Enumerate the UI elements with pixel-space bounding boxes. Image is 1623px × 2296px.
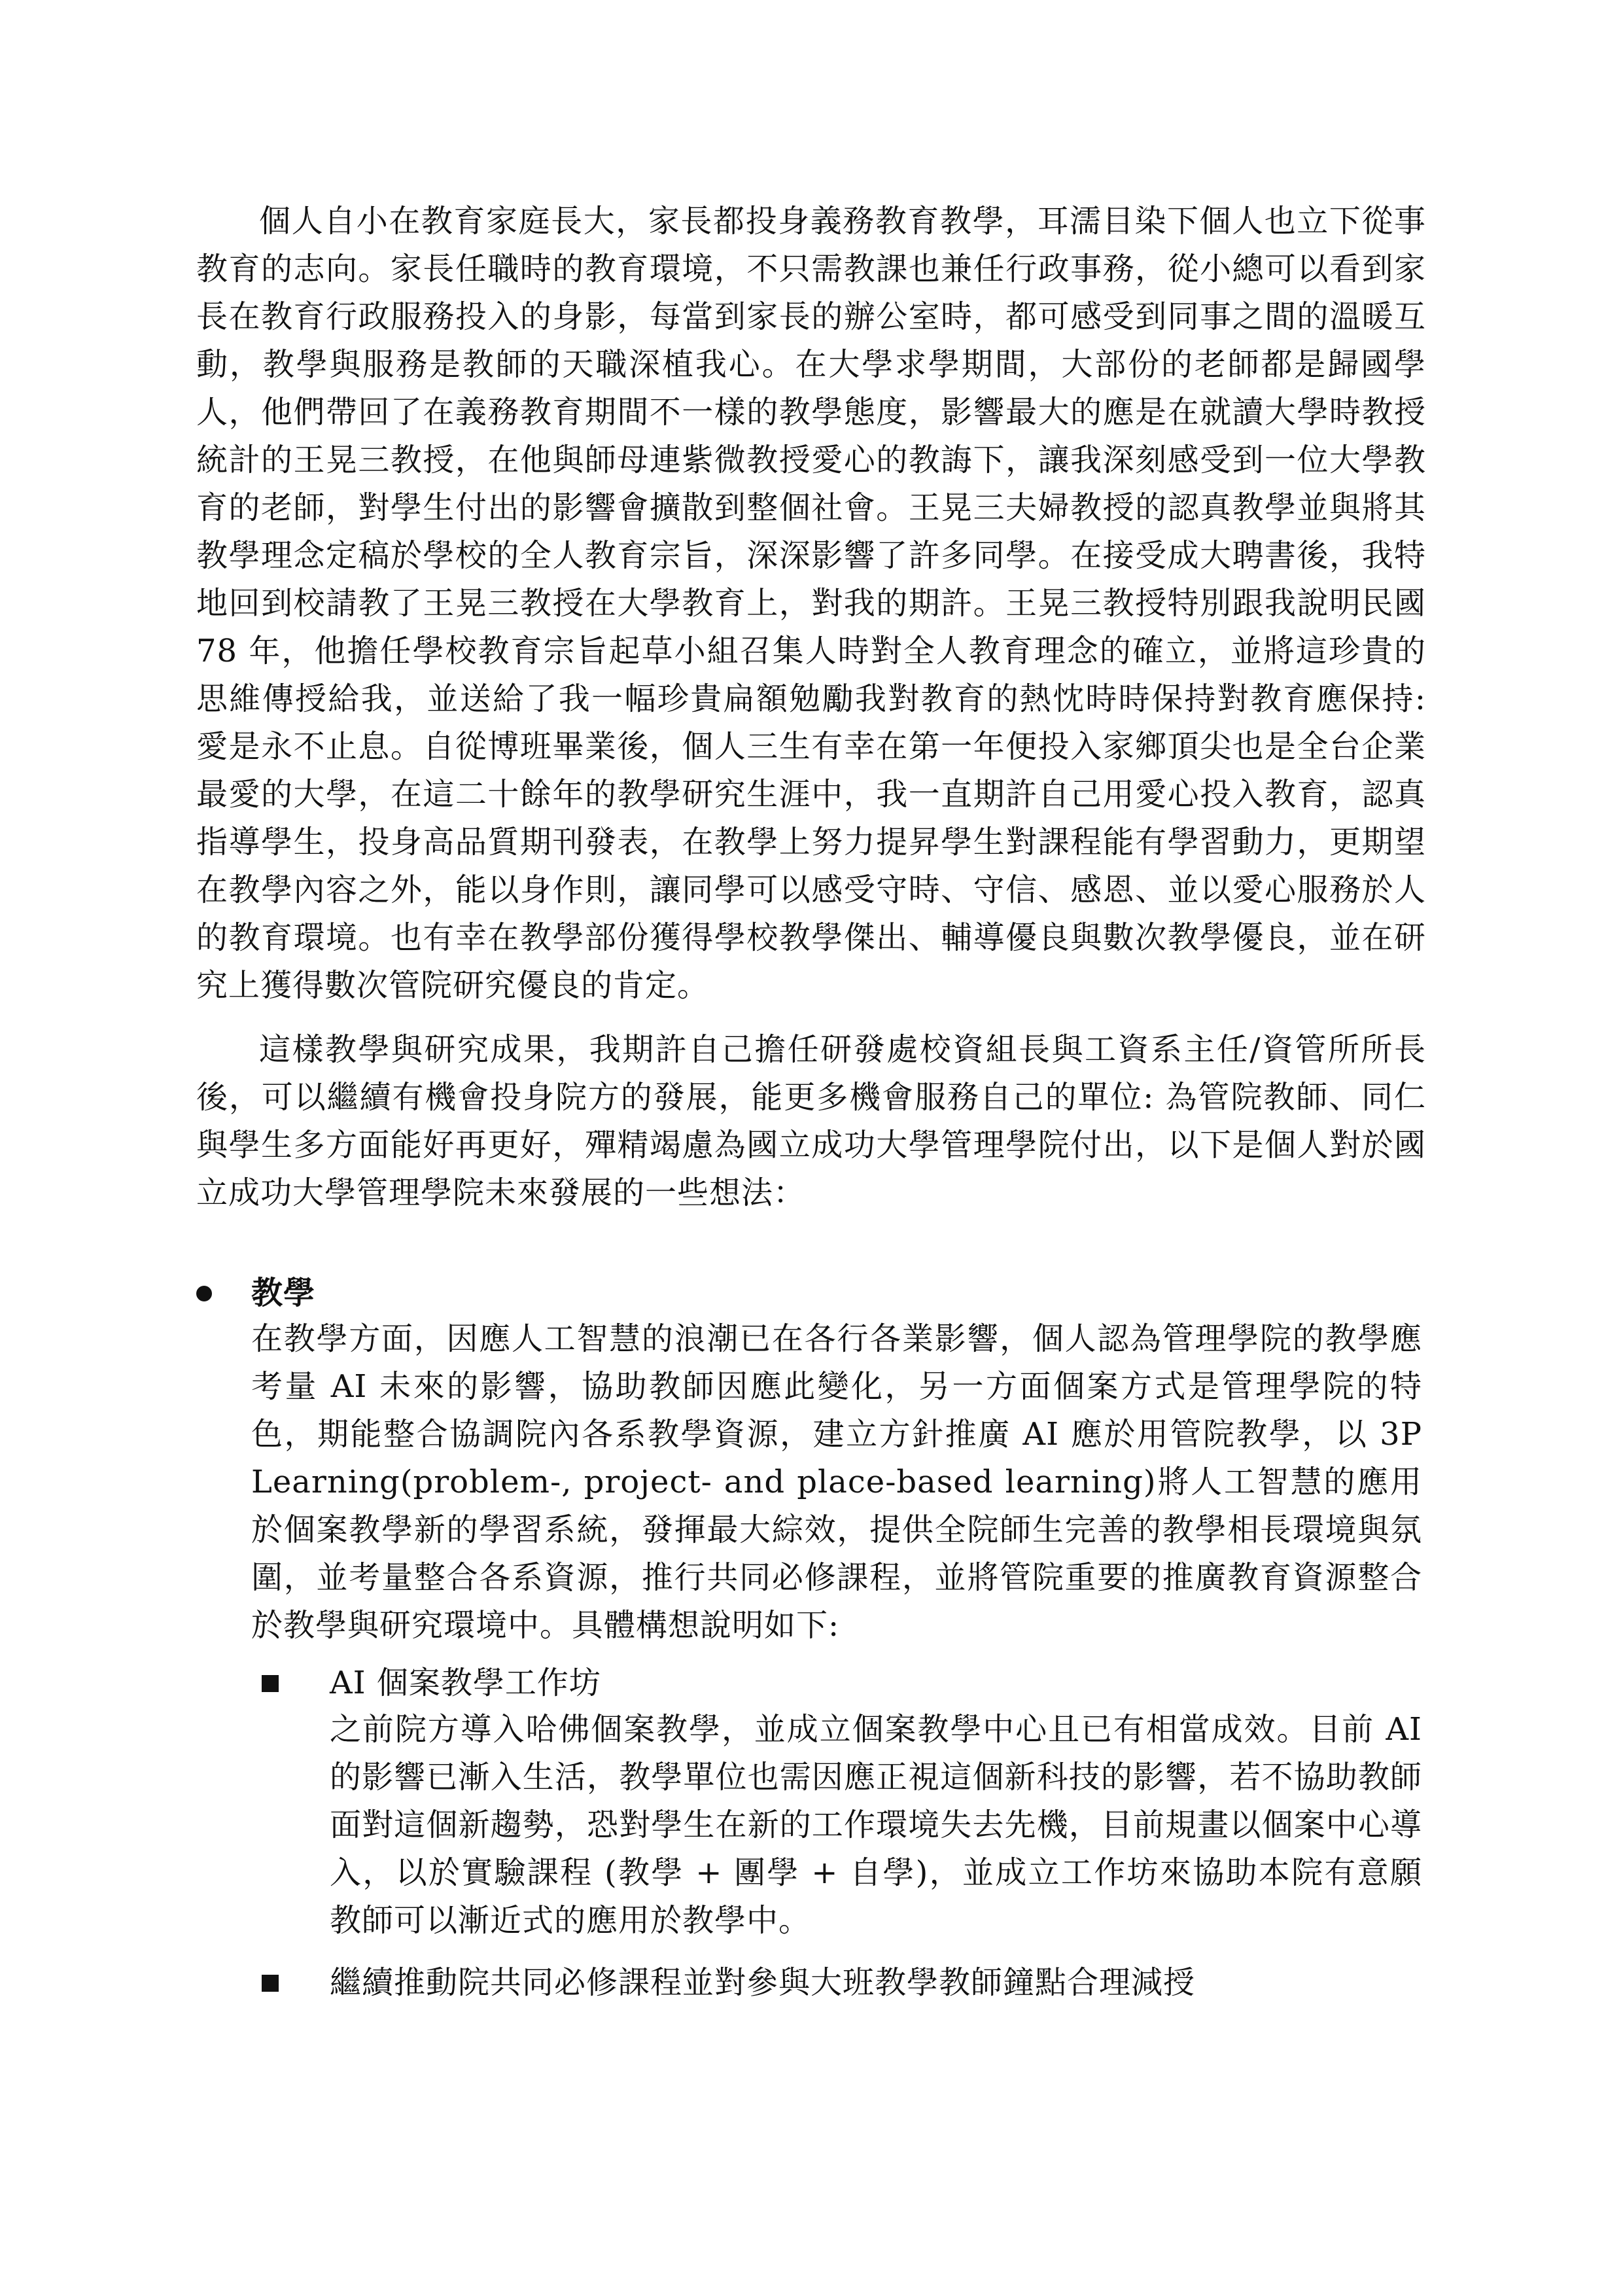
teaching-section-header <box>196 1269 315 1317</box>
bullet-square-icon <box>262 1675 279 1692</box>
section-body: 在教學方面，因應人工智慧的浪潮已在各行各業影響，個人認為管理學院的教學應考量 AI 未來的影響，協助教師因應此變化，另一方面個案方式是管理學院的特色，期能整合協調院內各系教學資源，建立方針推廣 AI 應於用管院教學，以 3P Learning(problem-, project- and place-based learning)將人工智慧的應用於個案教學新的學習系統，發揮最大綜效，提供全院師生完善的教學相長環境與氛圍，並考量整合各系資源，推行共同必修課程，並將管院重要的推廣教育資源整合於教學與研究環境中。具體構想說明如下: <box>251 1320 1422 1644</box>
sub-item-title: 繼續推動院共同必修課程並對參與大班教學教師鐘點合理減授 <box>330 1964 1196 2001</box>
sub-item-ai-workshop <box>262 1659 601 1707</box>
sub-item-body: 之前院方導入哈佛個案教學，並成立個案教學中心且已有相當成效。目前 AI 的影響已漸入生活，教學單位也需因應正視這個新科技的影響，若不協助教師面對這個新趨勢，恐對學生在新的工作環境失去先機，目前規畫以個案中心導入，以於實驗課程 (教學 + 團學 + 自學)，並成立工作坊來協助本院有意願教師可以漸近式的應用於教學中。 <box>330 1711 1422 1939</box>
section-heading: 教學 <box>251 1275 316 1311</box>
sub-item-title: AI 個案教學工作坊 <box>330 1665 601 1701</box>
goals-paragraph: 這樣教學與研究成果，我期許自己擔任研發處校資組長與工資系主任/資管所所長後，可以繼續有機會投身院方的發展，能更多機會服務自己的單位: 為管院教師、同仁與學生多方面能好再更好，殫精竭慮為國立成功大學管理學院付出，以下是個人對於國立成功大學管理學院未來發展的一些想法： <box>196 1031 1426 1211</box>
bullet-square-icon <box>262 1975 279 1992</box>
intro-paragraph: 個人自小在教育家庭長大，家長都投身義務教育教學，耳濡目染下個人也立下從事教育的志向。家長任職時的教育環境，不只需教課也兼任行政事務，從小總可以看到家長在教育行政服務投入的身影，每當到家長的辦公室時，都可感受到同事之間的溫暖互動，教學與服務是教師的天職深植我心。在大學求學期間，大部份的老師都是歸國學人，他們帶回了在義務教育期間不一樣的教學態度，影響最大的應是在就讀大學時教授統計的王晃三教授，在他與師母連紫微教授愛心的教誨下，讓我深刻感受到一位大學教育的老師，對學生付出的影響會擴散到整個社會。王晃三夫婦教授的認真教學並與將其教學理念定稿於學校的全人教育宗旨，深深影響了許多同學。在接受成大聘書後，我特地回到校請教了王晃三教授在大學教育上，對我的期許。王晃三教授特別跟我說明民國 78 年，他擔任學校教育宗旨起草小組召集人時對全人教育理念的確立，並將這珍貴的思維傳授給我，並送給了我一幅珍貴扁額勉勵我對教育的熱忱時時保持對教育應保持: 愛是永不止息。自從博班畢業後，個人三生有幸在第一年便投入家鄉頂尖也是全台企業最愛的大學，在這二十餘年的教學研究生涯中，我一直期許自己用愛心投入教育，認真指導學生，投身高品質期刊發表，在教學上努力提昇學生對課程能有學習動力，更期望在教學內容之外，能以身作則，讓同學可以感受守時、守信、感恩、並以愛心服務於人的教育環境。也有幸在教學部份獲得學校教學傑出、輔導優良與數次教學優良，並在研究上獲得數次管院研究優良的肯定。 <box>196 203 1426 1004</box>
bullet-dot-icon <box>196 1286 212 1301</box>
sub-item-common-courses <box>262 1959 1195 2007</box>
